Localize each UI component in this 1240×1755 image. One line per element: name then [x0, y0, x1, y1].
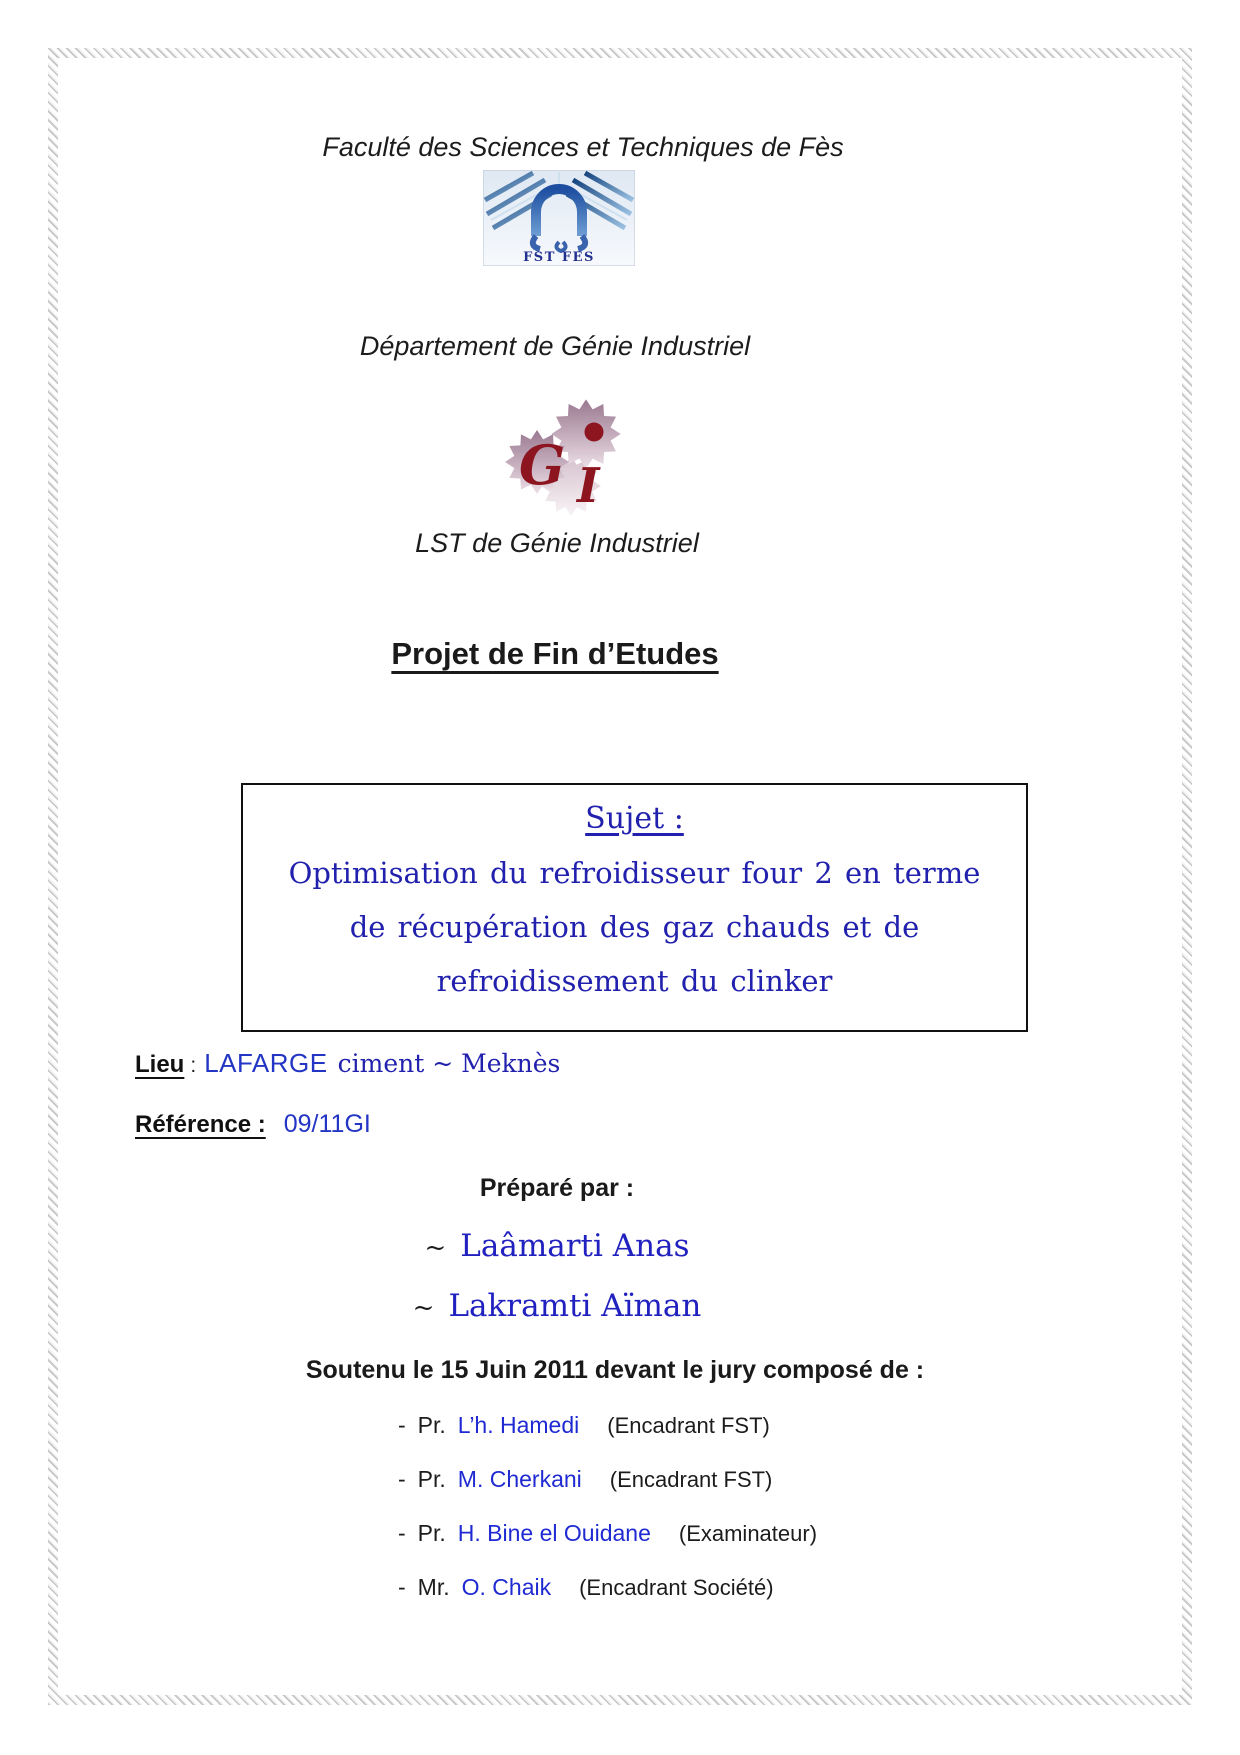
jury-list [398, 1412, 817, 1628]
lieu-site: ciment ~ Meknès [337, 1049, 561, 1078]
jury-name: O. Chaik [461, 1574, 552, 1600]
reference-line [135, 1110, 371, 1139]
jury-title: Pr. [417, 1412, 446, 1438]
jury-row [398, 1466, 817, 1499]
lieu-company: LAFARGE [204, 1048, 328, 1078]
lieu-colon: : [190, 1054, 197, 1077]
fst-fes-logo-icon [483, 170, 635, 266]
prepared-by-label: Préparé par : [479, 1174, 635, 1202]
author-name: Lakramti Aïman [448, 1288, 702, 1324]
jury-name: L’h. Hamedi [457, 1412, 580, 1438]
jury-dash: - [398, 1412, 406, 1438]
reference-value: 09/11GI [283, 1110, 371, 1138]
author-item [0, 1288, 1114, 1324]
jury-title: Pr. [417, 1520, 446, 1546]
defense-intro: Soutenu le 15 Juin 2011 devant le jury composé de : [305, 1356, 925, 1384]
jury-row [398, 1412, 817, 1445]
lieu-line [135, 1048, 560, 1079]
jury-role: (Examinateur) [678, 1521, 818, 1546]
author-prefix: ~ [412, 1293, 435, 1323]
subject-line-2: de récupération des gaz chauds et de [349, 910, 920, 944]
jury-dash: - [398, 1574, 406, 1600]
jury-dash: - [398, 1466, 406, 1492]
reference-label: Référence : [135, 1111, 266, 1138]
jury-row [398, 1574, 817, 1607]
gi-letter-i: I [577, 458, 600, 514]
subject-line-3: refroidissement du clinker [436, 964, 833, 998]
program-title: LST de Génie Industriel [415, 528, 699, 558]
author-prefix: ~ [424, 1233, 447, 1263]
fst-logo-caption: FST FES [523, 250, 595, 265]
jury-role: (Encadrant FST) [609, 1467, 773, 1492]
jury-role: (Encadrant Société) [579, 1575, 774, 1600]
subject-label: Sujet : [585, 801, 684, 836]
jury-dash: - [398, 1520, 406, 1546]
faculty-title: Faculté des Sciences et Techniques de Fès [322, 132, 844, 162]
jury-title: Mr. [417, 1574, 450, 1600]
gi-logo [497, 396, 627, 527]
jury-name: M. Cherkani [457, 1466, 582, 1492]
jury-name: H. Bine el Ouidane [457, 1520, 651, 1546]
jury-row [398, 1520, 817, 1553]
subject-box [241, 783, 1028, 1032]
project-title: Projet de Fin d’Etudes [391, 636, 719, 671]
subject-text [243, 846, 1026, 1008]
lieu-label: Lieu [135, 1051, 185, 1078]
gi-logo-icon [497, 396, 627, 522]
fst-fes-logo [483, 170, 635, 271]
author-item [0, 1228, 1114, 1264]
jury-title: Pr. [417, 1466, 446, 1492]
jury-role: (Encadrant FST) [607, 1413, 770, 1438]
author-name: Laâmarti Anas [460, 1228, 690, 1264]
department-title: Département de Génie Industriel [359, 331, 751, 361]
gi-letter-i-dot [585, 423, 604, 442]
gi-letter-g: G [519, 433, 566, 497]
subject-line-1: Optimisation du refroidisseur four 2 en terme [288, 856, 981, 890]
